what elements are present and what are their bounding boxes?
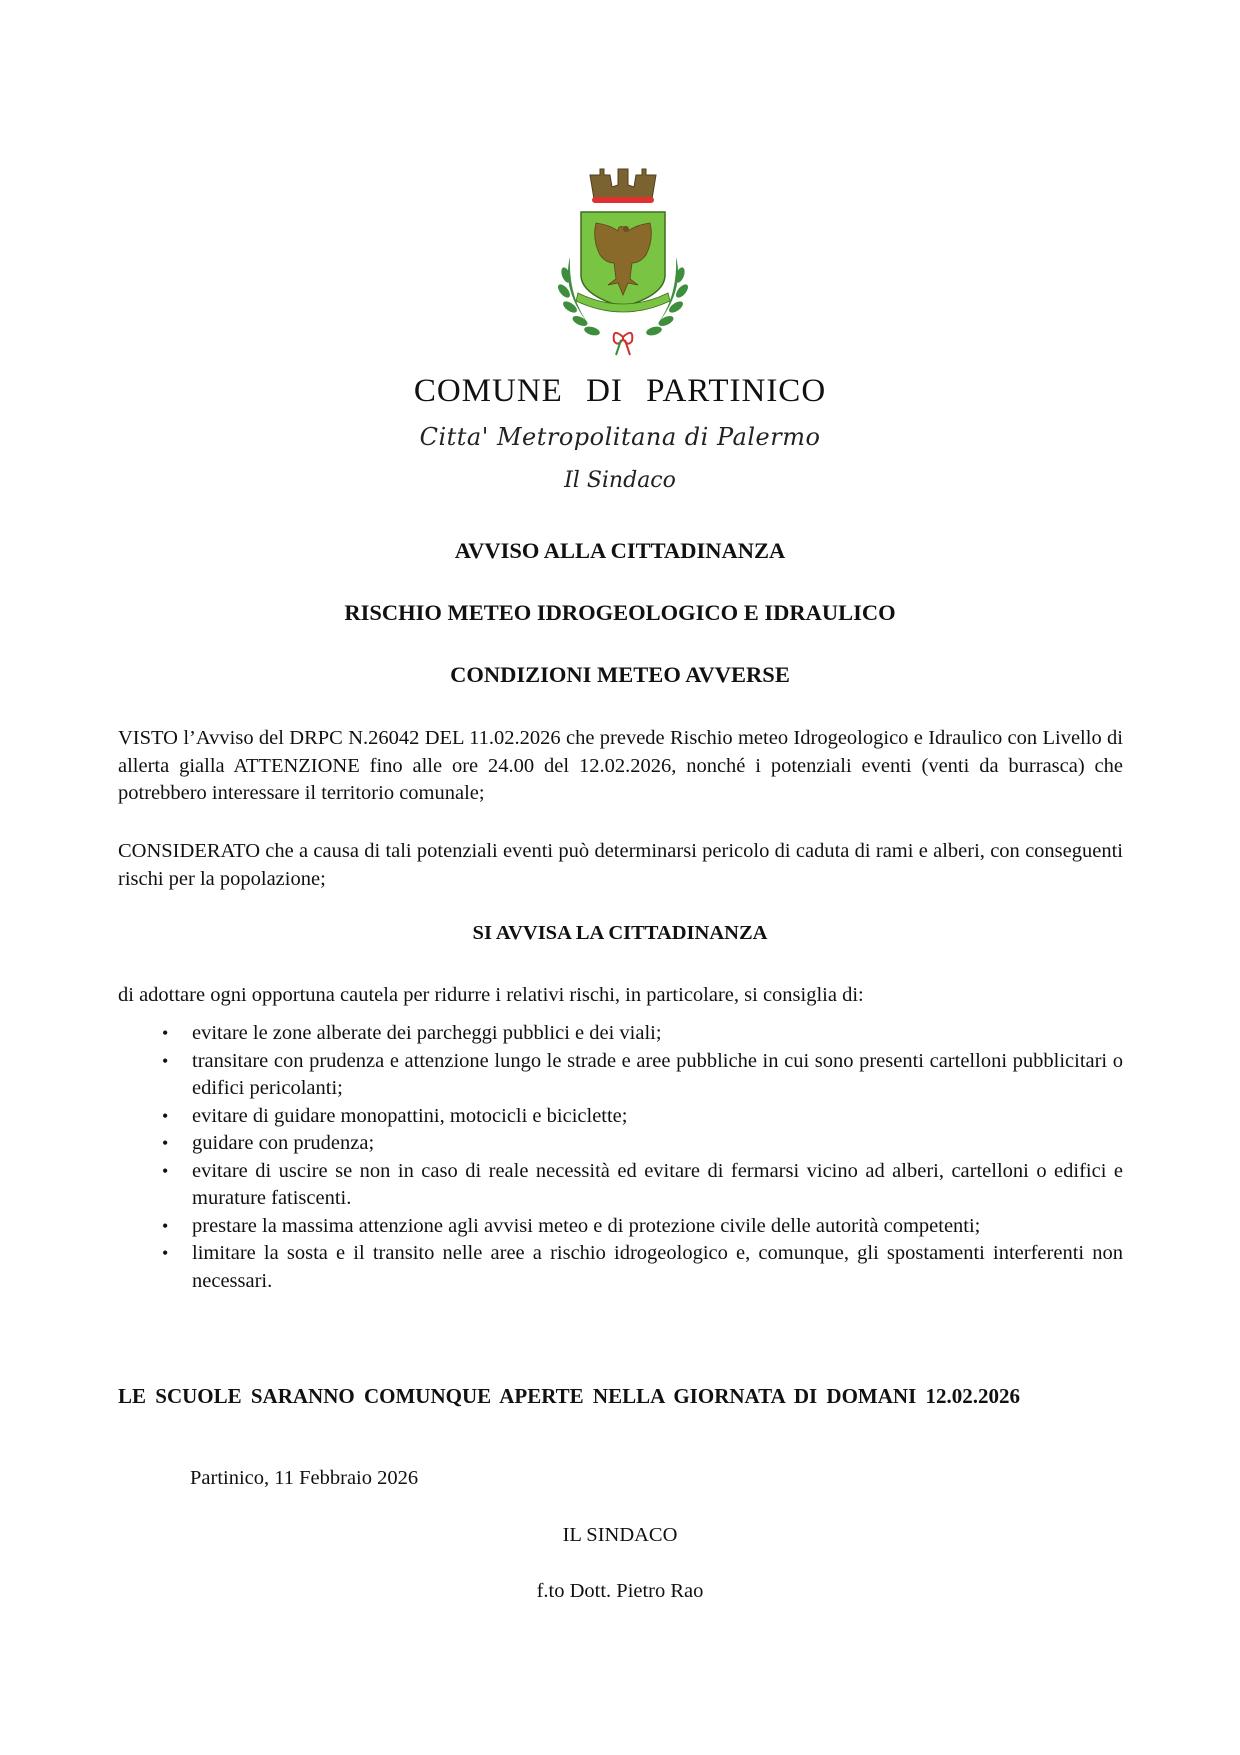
bullet-icon: •: [162, 1105, 169, 1126]
ribbon-bow-icon: [614, 333, 633, 355]
coat-of-arms-icon: [548, 165, 698, 360]
signature-name: f.to Dott. Pietro Rao: [536, 1580, 704, 1602]
paragraph-considerato: CONSIDERATO che a causa di tali potenziali eventi può determinarsi pericolo di caduta di rami e alberi, con conseguenti rischi per la popolazione;: [118, 840, 1123, 890]
bullet-icon: •: [162, 1050, 169, 1071]
bullet-icon: •: [162, 1215, 169, 1236]
bullet-icon: •: [162, 1023, 169, 1043]
place-date: Partinico, 11 Febbraio 2026: [190, 1467, 419, 1489]
list-item-text: evitare di uscire se non in caso di reale necessità ed evitare di fermarsi vicino ad alberi, cartelloni o edifici e murature fatiscenti.: [192, 1159, 1123, 1209]
schools-notice: LE SCUOLE SARANNO COMUNQUE APERTE NELLA GIORNATA DI DOMANI 12.02.2026: [118, 1384, 1020, 1408]
bullet-icon: •: [162, 1160, 169, 1181]
list-item: [118, 1103, 1123, 1131]
list-item-text: transitare con prudenza e attenzione lungo le strade e aree pubbliche in cui sono presenti cartelloni pubblicitari o edifici pericolanti;: [192, 1049, 1123, 1099]
citta-metropolitana: Citta' Metropolitana di Palermo: [419, 423, 821, 451]
paragraph-intro: di adottare ogni opportuna cautela per ridurre i relativi rischi, in particolare, si consiglia di:: [118, 984, 864, 1006]
heading-avviso: AVVISO ALLA CITTADINANZA: [454, 538, 786, 563]
list-item-text: guidare con prudenza;: [192, 1132, 375, 1154]
list-item-text: prestare la massima attenzione agli avvisi meteo e di protezione civile delle autorità competenti;: [192, 1214, 981, 1237]
list-item: [118, 1213, 1123, 1241]
heading-si-avvisa: SI AVVISA LA CITTADINANZA: [472, 922, 768, 944]
ufficio-sindaco: Il Sindaco: [564, 468, 676, 493]
crown-icon: [590, 169, 656, 203]
bullet-icon: •: [162, 1133, 169, 1153]
list-item: [118, 1158, 1123, 1213]
list-item: [118, 1020, 1123, 1048]
heading-condizioni: CONDIZIONI METEO AVVERSE: [450, 662, 790, 687]
bullet-icon: •: [162, 1243, 169, 1263]
list-item-text: limitare la sosta e il transito nelle aree a rischio idrogeologico e, comunque, gli spostamenti interferenti non necessari.: [192, 1242, 1123, 1292]
list-item: [118, 1048, 1123, 1103]
shield-icon: [581, 212, 665, 307]
paragraph-visto: VISTO l’Avviso del DRPC N.26042 DEL 11.02.2026 che prevede Rischio meteo Idrogeologico e Idraulico con Livello di allerta gialla ATTENZIONE fino alle ore 24.00 del 12.02.2026, nonché i potenziali eventi (venti da burrasca) che potrebbero interessare il territorio comunale;: [118, 727, 1123, 804]
signature-title: IL SINDACO: [562, 1524, 678, 1546]
recommendations-list: [118, 1020, 1123, 1295]
list-item: [118, 1240, 1123, 1295]
list-item-text: evitare di guidare monopattini, motocicli e biciclette;: [192, 1104, 628, 1127]
list-item: [118, 1130, 1123, 1158]
heading-rischio: RISCHIO METEO IDROGEOLOGICO E IDRAULICO: [344, 600, 896, 625]
comune-title: COMUNE DI PARTINICO: [413, 373, 827, 409]
list-item-text: evitare le zone alberate dei parcheggi pubblici e dei viali;: [192, 1022, 662, 1044]
